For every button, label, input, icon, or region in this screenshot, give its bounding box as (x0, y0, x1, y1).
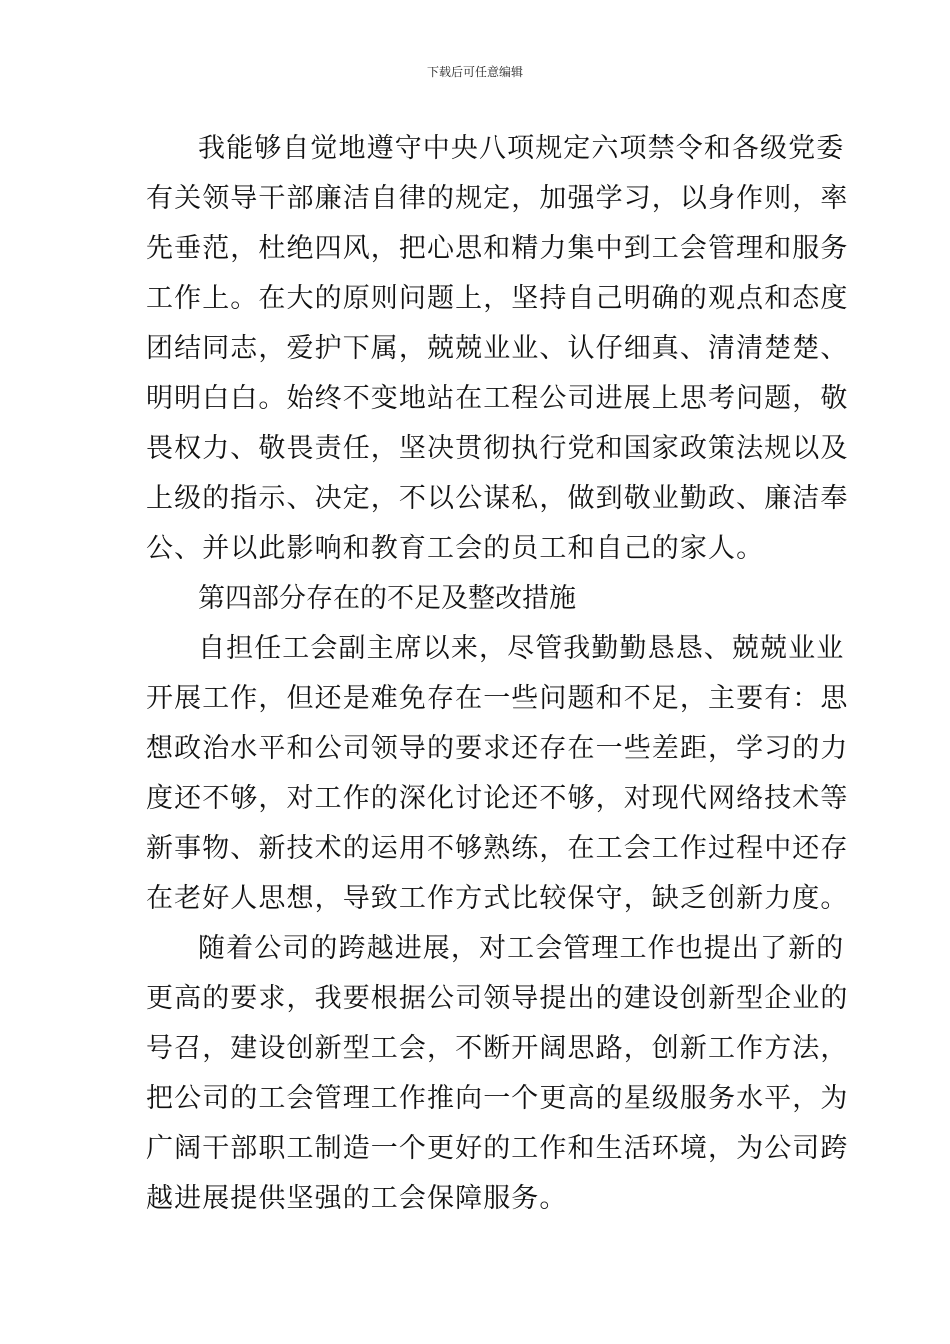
text-line: 我能够自觉地遵守中央八项规定六项禁令和各级党委 (198, 133, 845, 164)
text-line: 上级的指示、决定，不以公谋私，做到敬业勤政、廉洁奉 (146, 483, 849, 514)
document-body (146, 124, 849, 1224)
text-line: 度还不够，对工作的深化讨论还不够，对现代网络技术等 (146, 783, 849, 814)
text-line: 把公司的工会管理工作推向一个更高的星级服务水平，为 (146, 1083, 849, 1114)
text-line: 明明白白。始终不变地站在工程公司进展上思考问题，敬 (146, 383, 849, 414)
text-line: 工作上。在大的原则问题上，坚持自己明确的观点和态度 (146, 283, 849, 314)
text-line: 随着公司的跨越进展，对工会管理工作也提出了新的 (198, 933, 845, 964)
text-line: 广阔干部职工制造一个更好的工作和生活环境，为公司跨 (146, 1133, 849, 1164)
text-line: 公、并以此影响和教育工会的员工和自己的家人。 (146, 533, 765, 564)
page-header: 下载后可任意编辑 (426, 65, 523, 79)
section-heading: 第四部分存在的不足及整改措施 (198, 583, 576, 614)
text-line: 想政治水平和公司领导的要求还存在一些差距，学习的力 (146, 733, 849, 764)
text-line: 号召，建设创新型工会，不断开阔思路，创新工作方法， (146, 1033, 849, 1064)
text-line: 越进展提供坚强的工会保障服务。 (146, 1183, 568, 1214)
text-line: 新事物、新技术的运用不够熟练，在工会工作过程中还存 (146, 833, 849, 864)
text-line: 有关领导干部廉洁自律的规定，加强学习，以身作则，率 (146, 183, 849, 214)
text-line: 团结同志，爱护下属，兢兢业业、认仔细真、清清楚楚、 (146, 333, 849, 364)
text-line: 畏权力、敬畏责任，坚决贯彻执行党和国家政策法规以及 (146, 433, 849, 464)
text-line: 自担任工会副主席以来，尽管我勤勤恳恳、兢兢业业 (198, 633, 845, 664)
text-line: 更高的要求，我要根据公司领导提出的建设创新型企业的 (146, 983, 849, 1014)
text-line: 先垂范，杜绝四风，把心思和精力集中到工会管理和服务 (146, 233, 849, 264)
text-line: 在老好人思想，导致工作方式比较保守，缺乏创新力度。 (146, 883, 849, 914)
text-line: 开展工作，但还是难免存在一些问题和不足，主要有：思 (146, 683, 849, 714)
